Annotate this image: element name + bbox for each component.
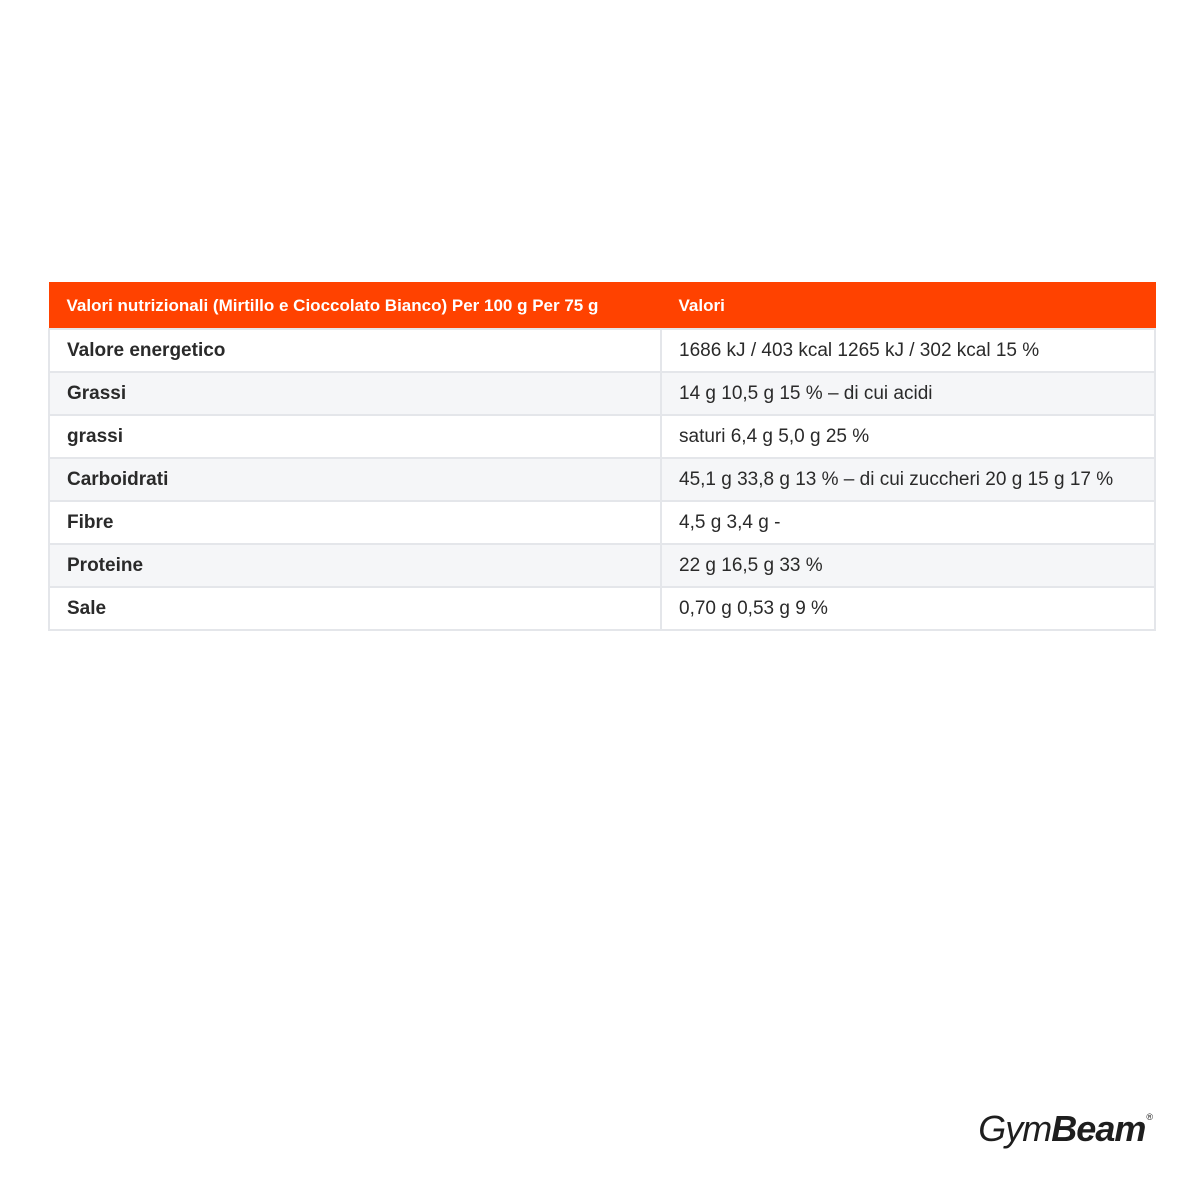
row-label: Valore energetico xyxy=(49,329,661,372)
table-row xyxy=(49,544,1155,587)
gymbeam-logo xyxy=(978,1108,1152,1150)
row-label: Grassi xyxy=(49,372,661,415)
row-value: 1686 kJ / 403 kcal 1265 kJ / 302 kcal 15 % xyxy=(661,329,1155,372)
table-row xyxy=(49,587,1155,630)
nutrition-table xyxy=(48,282,1156,631)
row-label: Carboidrati xyxy=(49,458,661,501)
table-body xyxy=(49,329,1155,630)
table-row xyxy=(49,415,1155,458)
logo-beam-text: Beam xyxy=(1051,1108,1146,1149)
row-label: Proteine xyxy=(49,544,661,587)
table-header xyxy=(49,283,1155,330)
row-label: Fibre xyxy=(49,501,661,544)
header-values: Valori xyxy=(661,283,1155,330)
table-row xyxy=(49,458,1155,501)
row-value: 14 g 10,5 g 15 % – di cui acidi xyxy=(661,372,1155,415)
logo-gym-text: Gym xyxy=(978,1108,1052,1149)
table-row xyxy=(49,329,1155,372)
row-value: 0,70 g 0,53 g 9 % xyxy=(661,587,1155,630)
header-nutrition-values: Valori nutrizionali (Mirtillo e Cioccolato Bianco) Per 100 g Per 75 g xyxy=(49,283,661,330)
row-value: 45,1 g 33,8 g 13 % – di cui zuccheri 20 g 15 g 17 % xyxy=(661,458,1155,501)
row-value: 22 g 16,5 g 33 % xyxy=(661,544,1155,587)
row-value: saturi 6,4 g 5,0 g 25 % xyxy=(661,415,1155,458)
header-row xyxy=(49,283,1155,330)
table-row xyxy=(49,501,1155,544)
registered-mark: ® xyxy=(1146,1112,1152,1122)
row-label: Sale xyxy=(49,587,661,630)
table-row xyxy=(49,372,1155,415)
row-label: grassi xyxy=(49,415,661,458)
row-value: 4,5 g 3,4 g - xyxy=(661,501,1155,544)
